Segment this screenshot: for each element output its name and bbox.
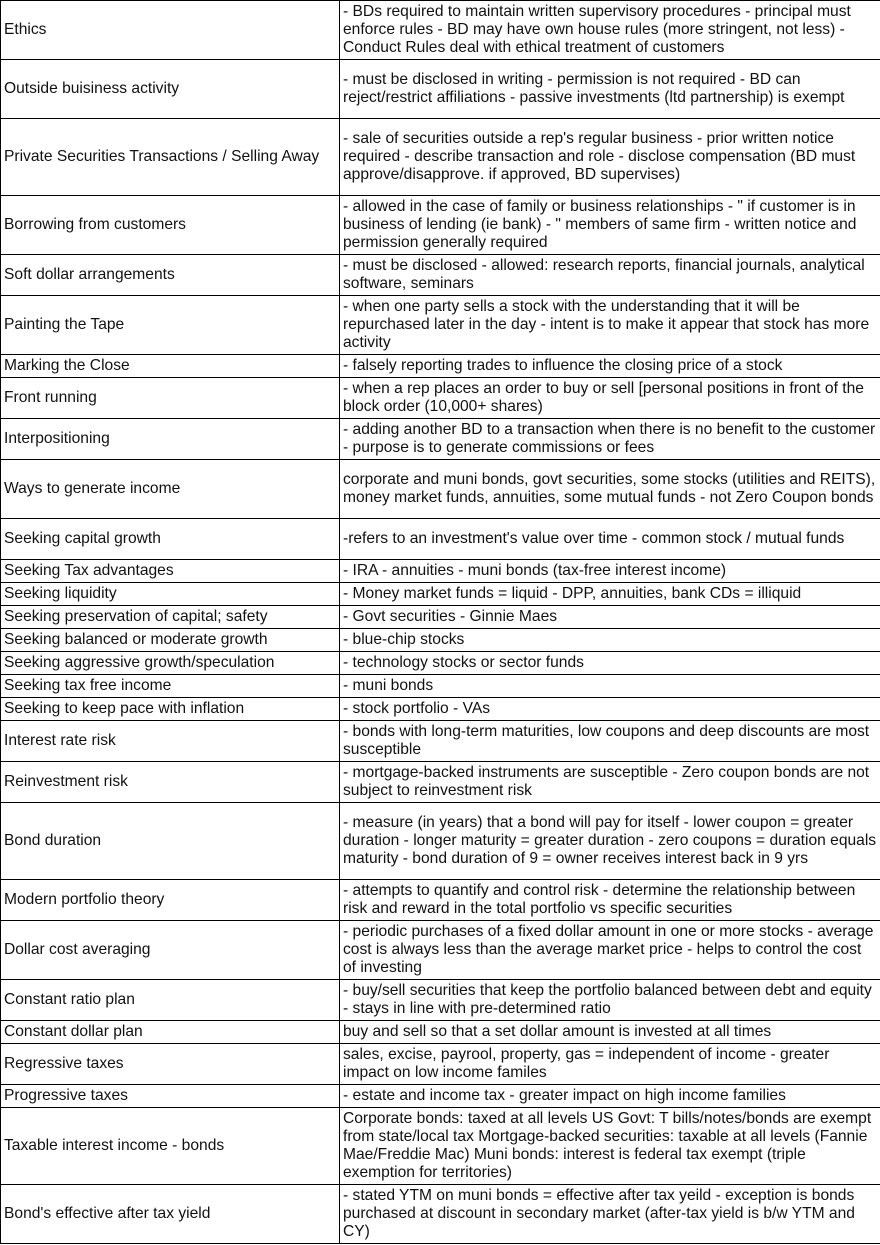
table-row bbox=[1, 675, 880, 698]
term-cell: Ethics bbox=[1, 1, 340, 60]
table-row bbox=[1, 652, 880, 675]
definition-cell: - periodic purchases of a fixed dollar amount in one or more stocks - average cost is always less than the average market price - helps to control the cost of investing bbox=[340, 921, 880, 980]
term-cell: Progressive taxes bbox=[1, 1085, 340, 1108]
term-cell: Interpositioning bbox=[1, 419, 340, 460]
table-row bbox=[1, 762, 880, 803]
term-cell: Seeking capital growth bbox=[1, 519, 340, 560]
definition-cell: - muni bonds bbox=[340, 675, 880, 698]
definition-cell: - stock portfolio - VAs bbox=[340, 698, 880, 721]
term-cell: Taxable interest income - bonds bbox=[1, 1108, 340, 1185]
term-cell: Seeking aggressive growth/speculation bbox=[1, 652, 340, 675]
term-cell: Borrowing from customers bbox=[1, 196, 340, 255]
term-cell: Constant ratio plan bbox=[1, 980, 340, 1021]
definition-cell: - technology stocks or sector funds bbox=[340, 652, 880, 675]
definition-cell: - attempts to quantify and control risk - determine the relationship between risk and reward in the total portfolio vs specific securities bbox=[340, 880, 880, 921]
term-cell: Private Securities Transactions / Selling Away bbox=[1, 119, 340, 196]
definition-cell: -refers to an investment's value over time - common stock / mutual funds bbox=[340, 519, 880, 560]
definition-cell: - BDs required to maintain written supervisory procedures - principal must enforce rules - BD may have own house rules (more stringent, not less) - Conduct Rules deal with ethical treatment of customers bbox=[340, 1, 880, 60]
definition-cell: - estate and income tax - greater impact on high income families bbox=[340, 1085, 880, 1108]
definition-cell: - adding another BD to a transaction when there is no benefit to the customer - purpose is to generate commissions or fees bbox=[340, 419, 880, 460]
term-cell: Seeking preservation of capital; safety bbox=[1, 606, 340, 629]
term-cell: Painting the Tape bbox=[1, 296, 340, 355]
term-cell: Interest rate risk bbox=[1, 721, 340, 762]
table-row bbox=[1, 1044, 880, 1085]
table-row bbox=[1, 698, 880, 721]
definition-cell: buy and sell so that a set dollar amount is invested at all times bbox=[340, 1021, 880, 1044]
definition-cell: - measure (in years) that a bond will pay for itself - lower coupon = greater duration - longer maturity = greater duration - zero coupons = duration equals maturity - bond duration of 9 = owner receives interest back in 9 yrs bbox=[340, 803, 880, 880]
definition-cell: - must be disclosed - allowed: research reports, financial journals, analytical software, seminars bbox=[340, 255, 880, 296]
table-row bbox=[1, 60, 880, 119]
term-cell: Front running bbox=[1, 378, 340, 419]
table-row bbox=[1, 583, 880, 606]
term-cell: Seeking to keep pace with inflation bbox=[1, 698, 340, 721]
term-cell: Seeking tax free income bbox=[1, 675, 340, 698]
table-row bbox=[1, 1185, 880, 1244]
definition-cell: Corporate bonds: taxed at all levels US Govt: T bills/notes/bonds are exempt from state/local tax Mortgage-backed securities: taxable at all levels (Fannie Mae/Freddie Mac) Muni bonds: interest is federal tax exempt (triple exemption for territories) bbox=[340, 1108, 880, 1185]
table-row bbox=[1, 355, 880, 378]
term-cell: Bond's effective after tax yield bbox=[1, 1185, 340, 1244]
table-row bbox=[1, 255, 880, 296]
flashcard-table-body bbox=[1, 1, 880, 1244]
table-row bbox=[1, 880, 880, 921]
definition-cell: - must be disclosed in writing - permission is not required - BD can reject/restrict affiliations - passive investments (ltd partnership) is exempt bbox=[340, 60, 880, 119]
term-cell: Regressive taxes bbox=[1, 1044, 340, 1085]
table-row bbox=[1, 606, 880, 629]
definition-cell: - stated YTM on muni bonds = effective after tax yeild - exception is bonds purchased at discount in secondary market (after-tax yield is b/w YTM and CY) bbox=[340, 1185, 880, 1244]
definition-cell: corporate and muni bonds, govt securities, some stocks (utilities and REITS), money market funds, annuities, some mutual funds - not Zero Coupon bonds bbox=[340, 460, 880, 519]
table-row bbox=[1, 119, 880, 196]
definition-cell: - when one party sells a stock with the understanding that it will be repurchased later in the day - intent is to make it appear that stock has more activity bbox=[340, 296, 880, 355]
table-row bbox=[1, 560, 880, 583]
definition-cell: - Govt securities - Ginnie Maes bbox=[340, 606, 880, 629]
term-cell: Seeking liquidity bbox=[1, 583, 340, 606]
table-row bbox=[1, 1, 880, 60]
term-cell: Marking the Close bbox=[1, 355, 340, 378]
table-row bbox=[1, 378, 880, 419]
term-cell: Dollar cost averaging bbox=[1, 921, 340, 980]
definition-cell: - when a rep places an order to buy or sell [personal positions in front of the block order (10,000+ shares) bbox=[340, 378, 880, 419]
definition-cell: - sale of securities outside a rep's regular business - prior written notice required - describe transaction and role - disclose compensation (BD must approve/disapprove. if approved, BD supervises) bbox=[340, 119, 880, 196]
definition-cell: sales, excise, payrool, property, gas = independent of income - greater impact on low income familes bbox=[340, 1044, 880, 1085]
term-cell: Reinvestment risk bbox=[1, 762, 340, 803]
table-row bbox=[1, 980, 880, 1021]
table-row bbox=[1, 419, 880, 460]
table-row bbox=[1, 1108, 880, 1185]
table-row bbox=[1, 921, 880, 980]
term-cell: Modern portfolio theory bbox=[1, 880, 340, 921]
table-row bbox=[1, 803, 880, 880]
table-row bbox=[1, 1021, 880, 1044]
table-row bbox=[1, 296, 880, 355]
term-cell: Seeking Tax advantages bbox=[1, 560, 340, 583]
definition-cell: - falsely reporting trades to influence the closing price of a stock bbox=[340, 355, 880, 378]
term-cell: Ways to generate income bbox=[1, 460, 340, 519]
term-cell: Constant dollar plan bbox=[1, 1021, 340, 1044]
table-row bbox=[1, 196, 880, 255]
table-row bbox=[1, 629, 880, 652]
table-row bbox=[1, 1085, 880, 1108]
definition-cell: - bonds with long-term maturities, low coupons and deep discounts are most susceptible bbox=[340, 721, 880, 762]
table-row bbox=[1, 519, 880, 560]
definition-cell: - Money market funds = liquid - DPP, annuities, bank CDs = illiquid bbox=[340, 583, 880, 606]
definition-cell: - blue-chip stocks bbox=[340, 629, 880, 652]
term-cell: Soft dollar arrangements bbox=[1, 255, 340, 296]
term-cell: Seeking balanced or moderate growth bbox=[1, 629, 340, 652]
definition-cell: - buy/sell securities that keep the portfolio balanced between debt and equity - stays in line with pre-determined ratio bbox=[340, 980, 880, 1021]
definition-cell: - IRA - annuities - muni bonds (tax-free interest income) bbox=[340, 560, 880, 583]
term-cell: Outside buisiness activity bbox=[1, 60, 340, 119]
term-cell: Bond duration bbox=[1, 803, 340, 880]
table-row bbox=[1, 460, 880, 519]
definition-cell: - allowed in the case of family or business relationships - " if customer is in business of lending (ie bank) - " members of same firm - written notice and permission generally required bbox=[340, 196, 880, 255]
table-row bbox=[1, 721, 880, 762]
definition-cell: - mortgage-backed instruments are susceptible - Zero coupon bonds are not subject to reinvestment risk bbox=[340, 762, 880, 803]
